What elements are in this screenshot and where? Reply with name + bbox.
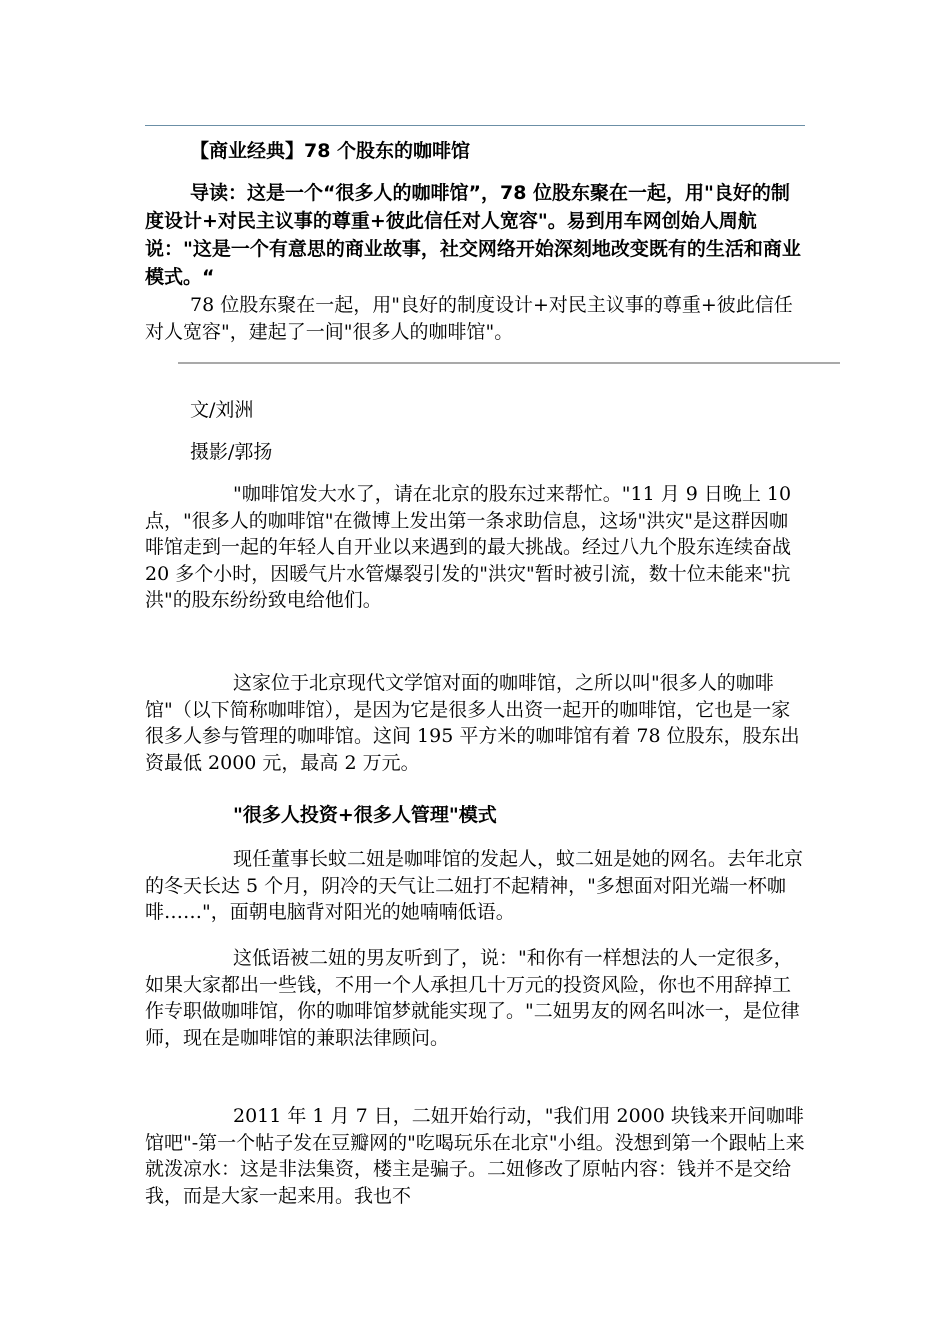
body-paragraph: "咖啡馆发大水了，请在北京的股东过来帮忙。"11 月 9 日晚上 10 点，"很多人的咖啡馆"在微博上发出第一条求助信息，这场"洪灾"是这群因咖啡馆走到一起的年轻人自开业以来遇到的最大挑战。经过八九个股东连续奋战 20 多个小时，因暖气片水管爆裂引发的"洪灾"暂时被引流，数十位未能来"抗洪"的股东纷纷致电给他们。: [145, 483, 792, 611]
photographer-byline: 摄影/郭扬: [190, 441, 273, 463]
body-paragraph: 现任董事长蚊二妞是咖啡馆的发起人，蚊二妞是她的网名。去年北京的冬天长达 5 个月，阴冷的天气让二妞打不起精神，"多想面对阳光端一杯咖啡……"，面朝电脑背对阳光的她喃喃低语。: [145, 848, 804, 923]
article-title: 【商业经典】78 个股东的咖啡馆: [190, 140, 471, 162]
body-paragraph: 这家位于北京现代文学馆对面的咖啡馆，之所以叫"很多人的咖啡馆"（以下简称咖啡馆），是因为它是很多人出资一起开的咖啡馆，它也是一家很多人参与管理的咖啡馆。这间 195 平方米的咖啡馆有着 78 位股东，股东出资最低 2000 元，最高 2 万元。: [145, 672, 800, 774]
body-paragraph: 这低语被二妞的男友听到了，说："和你有一样想法的人一定很多，如果大家都出一些钱，不用一个人承担几十万元的投资风险，你也不用辞掉工作专职做咖啡馆，你的咖啡馆梦就能实现了。"二妞男友的网名叫冰一，是位律师，现在是咖啡馆的兼职法律顾问。: [145, 947, 800, 1049]
top-divider: [145, 125, 805, 126]
article-summary: 78 位股东聚在一起，用"良好的制度设计+对民主议事的尊重+彼此信任对人宽容"，建起了一间"很多人的咖啡馆"。: [145, 294, 793, 343]
author-byline: 文/刘洲: [190, 399, 254, 421]
article-lead: 导读：这是一个“很多人的咖啡馆”，78 位股东聚在一起，用"良好的制度设计+对民主议事的尊重+彼此信任对人宽容"。易到用车网创始人周航说："这是一个有意思的商业故事，社交网络开始深刻地改变既有的生活和商业模式。“: [145, 182, 801, 288]
body-paragraph: 2011 年 1 月 7 日，二妞开始行动，"我们用 2000 块钱来开间咖啡馆吧"-第一个帖子发在豆瓣网的"吃喝玩乐在北京"小组。没想到第一个跟帖上来就泼凉水：这是非法集资，楼主是骗子。二妞修改了原帖内容：钱并不是交给我，而是大家一起来用。我也不: [145, 1105, 805, 1207]
section-heading: "很多人投资+很多人管理"模式: [233, 804, 497, 826]
section-divider: [178, 362, 840, 364]
